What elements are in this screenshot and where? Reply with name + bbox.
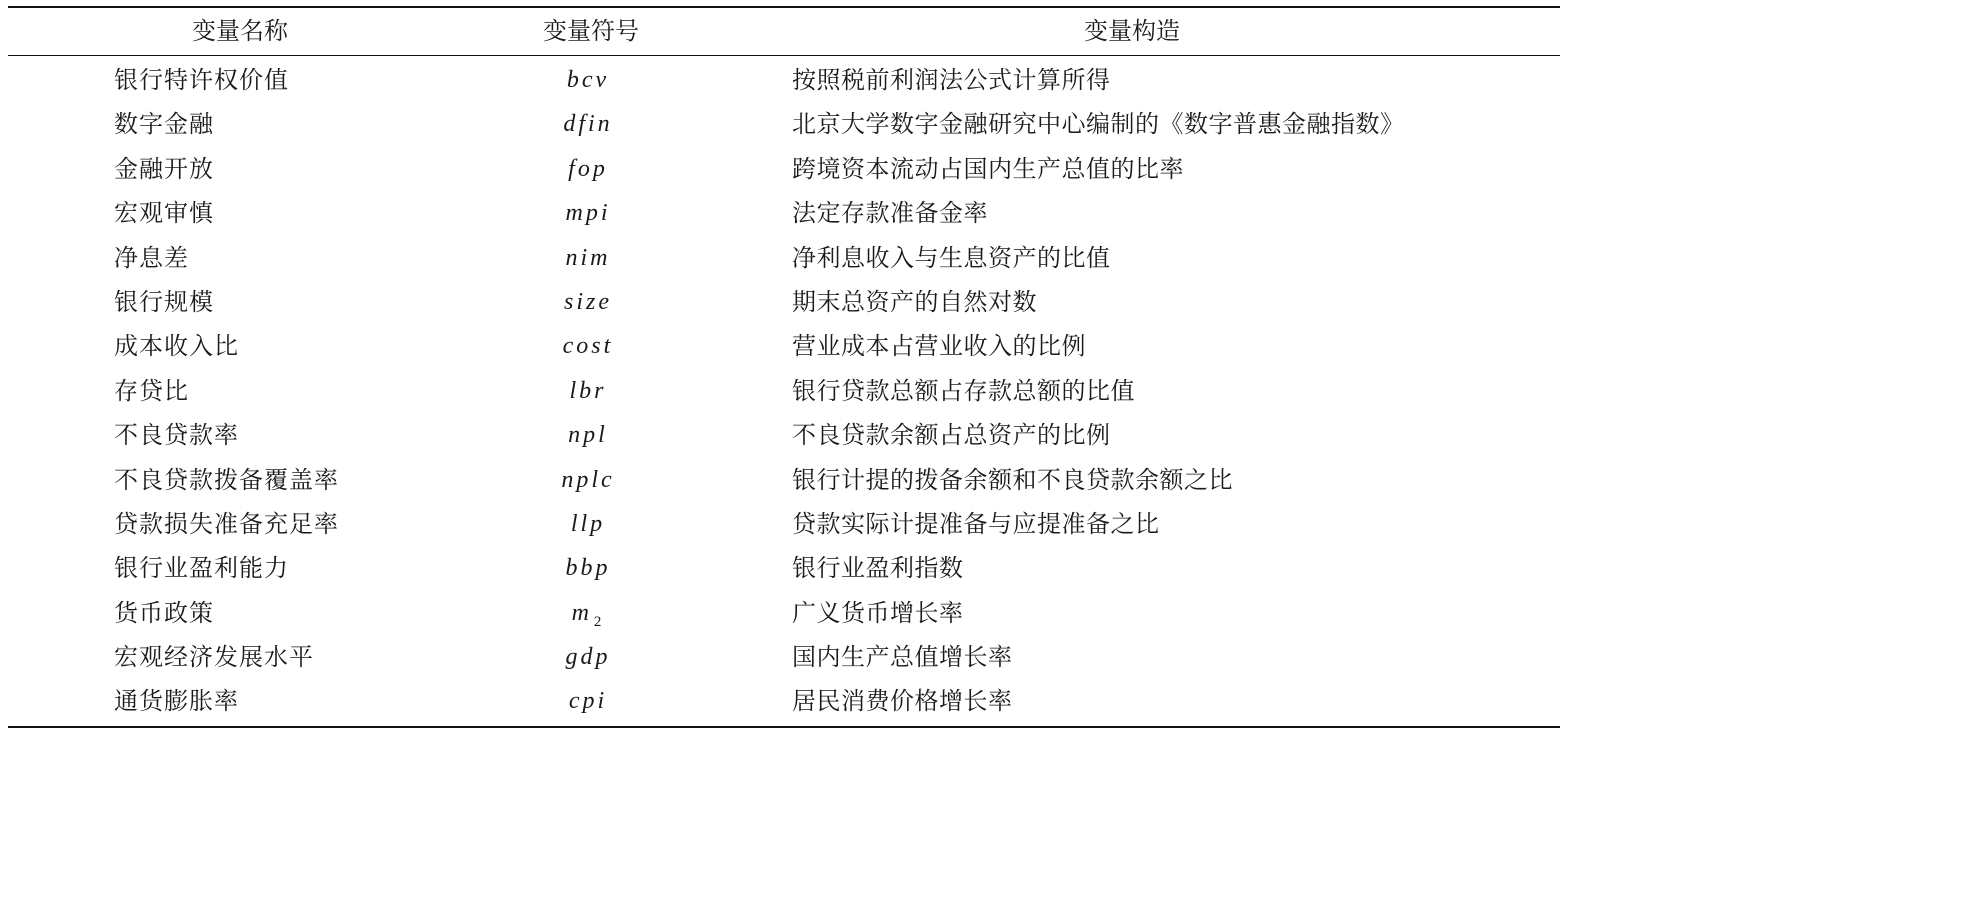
variable-symbol-text: nim [565,244,611,271]
variable-symbol-text: llp [570,510,606,537]
table-row [8,324,1560,368]
variables-table [8,6,1560,728]
variable-symbol-text: cpi [568,688,608,715]
variable-symbol [488,280,688,324]
variable-construction: 广义货币增长率 [792,598,964,627]
variable-symbol [488,369,688,413]
variable-construction: 净利息收入与生息资产的比值 [792,243,1111,272]
variable-name: 贷款损失准备充足率 [114,509,339,538]
variable-name: 金融开放 [114,154,214,183]
variable-construction: 期末总资产的自然对数 [792,287,1037,316]
variable-symbol [488,147,688,191]
variable-symbol [488,635,688,679]
variable-construction: 按照税前利润法公式计算所得 [792,66,1111,94]
variable-name: 存贷比 [114,376,189,405]
table-row [8,591,1560,635]
variable-name: 数字金融 [114,110,214,139]
table-row [8,502,1560,546]
variable-symbol-text: cost [562,333,614,360]
variable-symbol-text: dfin [563,111,613,138]
table-row [8,369,1560,413]
header-name: 变量名称 [192,17,288,45]
table-row [8,191,1560,235]
variable-construction: 跨境资本流动占国内生产总值的比率 [792,154,1184,183]
variable-symbol-text: nplc [561,466,615,493]
variable-construction: 北京大学数字金融研究中心编制的《数字普惠金融指数》 [792,110,1405,139]
variable-construction: 银行贷款总额占存款总额的比值 [792,376,1135,405]
variable-symbol-text: lbr [569,377,607,404]
variable-construction: 银行业盈利指数 [792,554,964,583]
variable-symbol-text: mpi [565,200,611,227]
header-construct: 变量构造 [1084,17,1180,45]
variable-symbol-subscript: 2 [593,613,605,630]
variable-symbol [488,591,688,635]
variable-name: 不良贷款拨备覆盖率 [114,465,339,494]
variable-symbol-text: bcv [566,67,610,93]
variable-name: 宏观经济发展水平 [114,643,314,672]
variable-construction: 不良贷款余额占总资产的比例 [792,421,1111,450]
variable-symbol [488,546,688,590]
table-row [8,413,1560,457]
variable-name: 货币政策 [114,598,214,627]
table-row [8,546,1560,590]
variable-symbol [488,102,688,146]
variable-construction: 贷款实际计提准备与应提准备之比 [792,509,1160,538]
variable-symbol [488,679,688,723]
table-row [8,58,1560,102]
variable-symbol [488,502,688,546]
variable-construction: 法定存款准备金率 [792,199,988,228]
variable-symbol-text: npl [568,422,608,449]
table-row [8,458,1560,502]
variable-name: 不良贷款率 [114,421,239,450]
variable-name: 通货膨胀率 [114,687,239,716]
variable-symbol [488,413,688,457]
variable-symbol [488,58,688,102]
variable-construction: 营业成本占营业收入的比例 [792,332,1086,361]
variable-symbol [488,236,688,280]
variable-name: 银行特许权价值 [114,66,289,94]
variable-construction: 国内生产总值增长率 [792,643,1013,672]
variable-symbol-text: size [564,288,612,315]
table-row [8,635,1560,679]
variable-name: 宏观审慎 [114,199,214,228]
table-row [8,102,1560,146]
variable-name: 净息差 [114,243,189,272]
table-row [8,147,1560,191]
variable-symbol [488,191,688,235]
variable-name: 成本收入比 [114,332,239,361]
bottom-rule [8,726,1560,728]
variable-name: 银行规模 [114,287,214,316]
variable-construction: 银行计提的拨备余额和不良贷款余额之比 [792,465,1233,494]
variable-name: 银行业盈利能力 [114,554,289,583]
variable-symbol-text: gdp [565,644,611,671]
variable-symbol-text: fop [568,155,608,182]
table-row [8,280,1560,324]
table-row [8,236,1560,280]
variable-symbol [488,324,688,368]
variable-construction: 居民消费价格增长率 [792,687,1013,716]
table-row [8,679,1560,723]
variable-symbol-text: bbp [565,555,611,582]
variable-symbol-text: m [571,599,592,626]
header-symbol: 变量符号 [543,17,639,45]
variable-symbol [488,458,688,502]
table-body [8,56,1560,726]
table-header [8,8,1560,55]
